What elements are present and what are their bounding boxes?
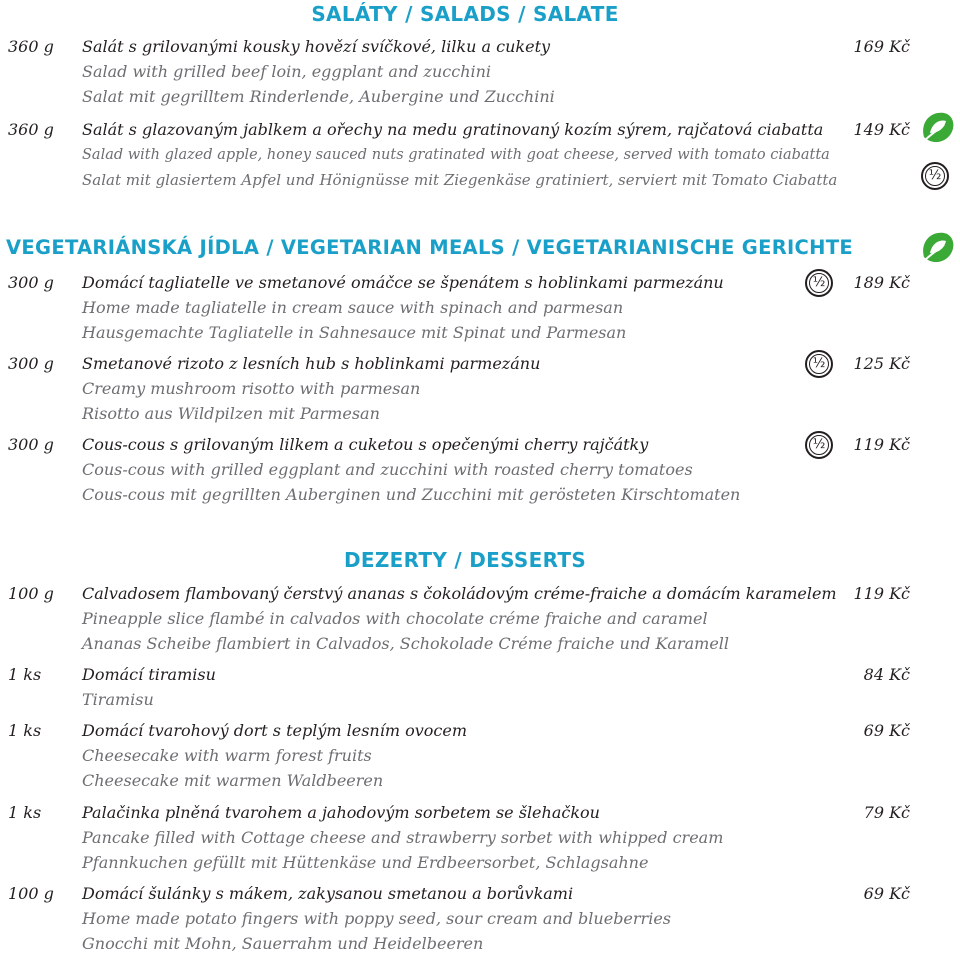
half-portion-label: ½: [812, 275, 826, 290]
half-portion-icon: [805, 269, 833, 297]
item-name: Domácí tvarohový dort s teplým lesním ovocem: [82, 721, 467, 740]
item-name: Domácí tiramisu: [82, 665, 216, 684]
item-price: 189 Kč: [853, 273, 910, 292]
item-quantity: 1 ks: [8, 721, 42, 740]
item-quantity: 300 g: [8, 354, 54, 373]
item-price: 119 Kč: [853, 584, 910, 603]
item-price: 69 Kč: [863, 884, 910, 903]
item-name-de: Pfannkuchen gefüllt mit Hüttenkäse und Erdbeersorbet, Schlagsahne: [82, 853, 649, 872]
item-name-en: Pineapple slice flambé in calvados with chocolate créme fraiche and caramel: [82, 609, 708, 628]
leaf-icon: [918, 227, 958, 267]
item-name: Salát s glazovaným jablkem a ořechy na medu gratinovaný kozím sýrem, rajčatová ciabatta: [82, 120, 824, 139]
item-name: Smetanové rizoto z lesních hub s hoblinkami parmezánu: [82, 354, 541, 373]
item-name-de: Salat mit glasiertem Apfel und Hönignüsse mit Ziegenkäse gratiniert, serviert mit Tomato Ciabatta: [82, 171, 838, 189]
item-name: Palačinka plněná tvarohem a jahodovým sorbetem se šlehačkou: [82, 803, 600, 822]
item-name: Salát s grilovanými kousky hovězí svíčkové, lilku a cukety: [82, 37, 551, 56]
item-quantity: 1 ks: [8, 803, 42, 822]
item-name-en: Cheesecake with warm forest fruits: [82, 746, 372, 765]
item-price: 69 Kč: [863, 721, 910, 740]
item-name-en: Salad with grilled beef loin, eggplant and zucchini: [82, 62, 492, 81]
item-price: 169 Kč: [853, 37, 910, 56]
half-portion-icon: [805, 431, 833, 459]
item-quantity: 100 g: [8, 584, 54, 603]
item-price: 149 Kč: [853, 120, 910, 139]
item-name-en: Home made potato fingers with poppy seed, sour cream and blueberries: [82, 909, 671, 928]
item-name: Calvadosem flambovaný čerstvý ananas s čokoládovým créme-fraiche a domácím karamelem: [82, 584, 837, 603]
item-name: Cous-cous s grilovaným lilkem a cuketou s opečenými cherry rajčátky: [82, 435, 649, 454]
item-name-en: Cous-cous with grilled eggplant and zucchini with roasted cherry tomatoes: [82, 460, 693, 479]
half-portion-label: ½: [812, 437, 826, 452]
item-price: 125 Kč: [853, 354, 910, 373]
item-quantity: 100 g: [8, 884, 54, 903]
item-name-en: Home made tagliatelle in cream sauce with spinach and parmesan: [82, 298, 624, 317]
item-name-de: Ananas Scheibe flambiert in Calvados, Schokolade Créme fraiche und Karamell: [82, 634, 730, 653]
half-portion-icon: [921, 162, 949, 190]
item-name: Domácí tagliatelle ve smetanové omáčce se špenátem s hoblinkami parmezánu: [82, 273, 724, 292]
item-quantity: 300 g: [8, 435, 54, 454]
item-name-de: Hausgemachte Tagliatelle in Sahnesauce mit Spinat und Parmesan: [82, 323, 627, 342]
item-name-en: Pancake filled with Cottage cheese and strawberry sorbet with whipped cream: [82, 828, 724, 847]
half-portion-label: ½: [928, 168, 942, 183]
item-price: 79 Kč: [863, 803, 910, 822]
item-quantity: 300 g: [8, 273, 54, 292]
item-name: Domácí šulánky s mákem, zakysanou smetanou a borůvkami: [82, 884, 574, 903]
item-name-en: Tiramisu: [82, 690, 154, 709]
section-heading-vegetarian: VEGETARIÁNSKÁ JÍDLA / VEGETARIAN MEALS / VEGETARIANISCHE GERICHTE: [6, 236, 854, 259]
item-name-de: Gnocchi mit Mohn, Sauerrahm und Heidelbeeren: [82, 934, 484, 953]
item-quantity: 360 g: [8, 120, 54, 139]
item-name-en: Salad with glazed apple, honey sauced nuts gratinated with goat cheese, served with tomato ciabatta: [82, 147, 830, 163]
leaf-icon: [918, 107, 958, 147]
item-quantity: 360 g: [8, 37, 54, 56]
item-price: 84 Kč: [863, 665, 910, 684]
item-name-de: Salat mit gegrilltem Rinderlende, Aubergine und Zucchini: [82, 87, 555, 106]
item-name-de: Cous-cous mit gegrillten Auberginen und Zucchini mit gerösteten Kirschtomaten: [82, 485, 741, 504]
item-quantity: 1 ks: [8, 665, 42, 684]
section-heading-salads: SALÁTY / SALADS / SALATE: [311, 2, 619, 26]
half-portion-icon: [805, 350, 833, 378]
item-name-de: Risotto aus Wildpilzen mit Parmesan: [82, 404, 380, 423]
item-price: 119 Kč: [853, 435, 910, 454]
item-name-en: Creamy mushroom risotto with parmesan: [82, 379, 421, 398]
section-heading-desserts: DEZERTY / DESSERTS: [343, 548, 587, 572]
item-name-de: Cheesecake mit warmen Waldbeeren: [82, 771, 384, 790]
half-portion-label: ½: [812, 356, 826, 371]
